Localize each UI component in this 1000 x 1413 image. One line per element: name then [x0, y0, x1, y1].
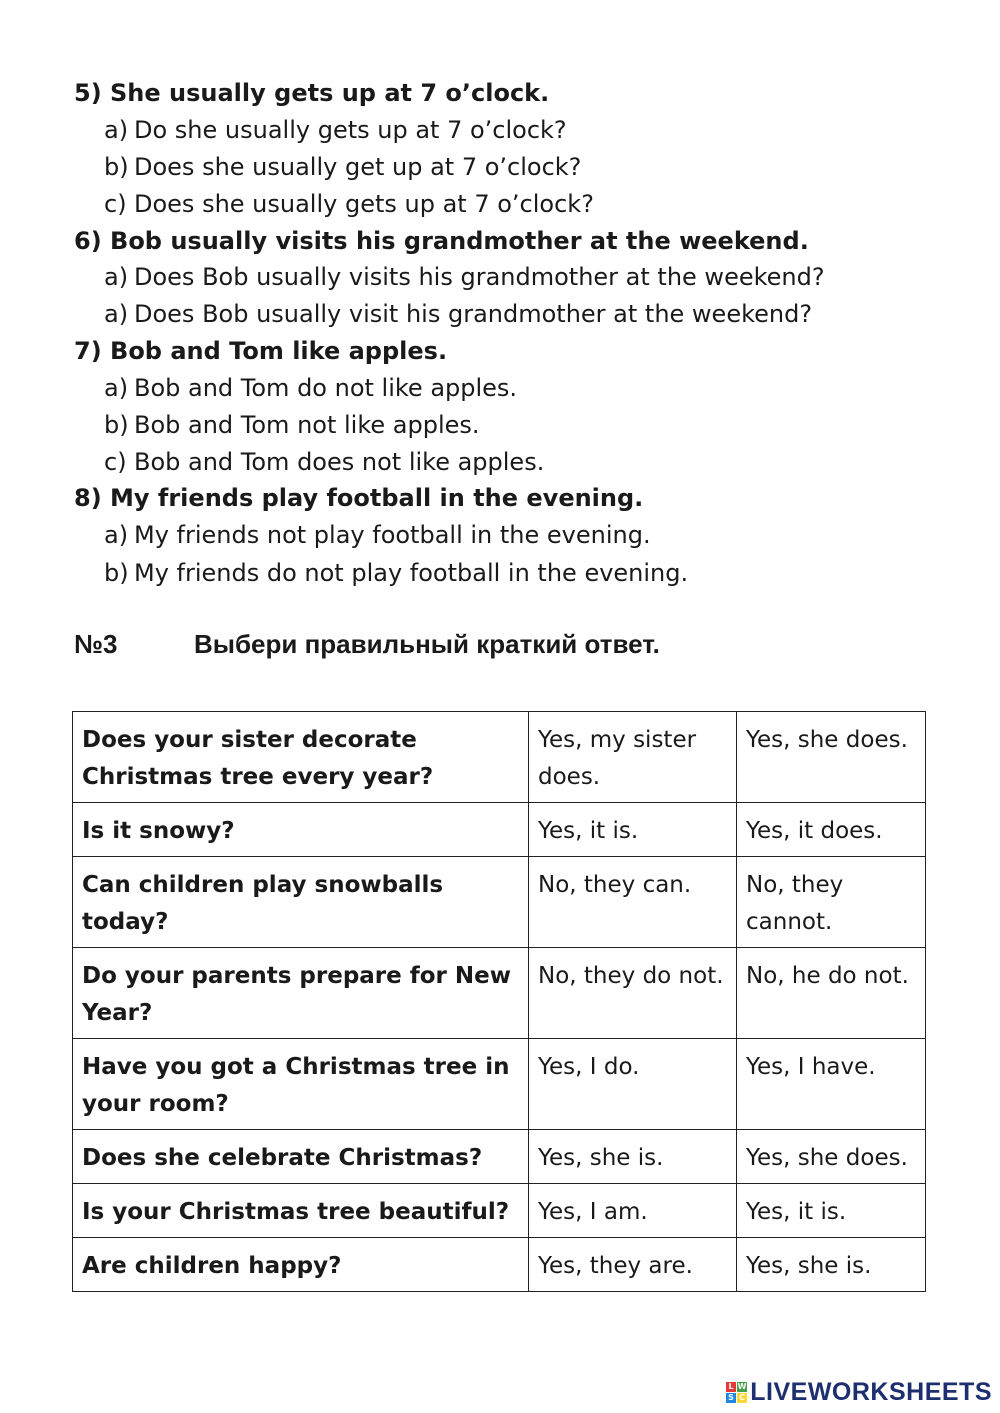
option-text: Does Bob usually visit his grandmother at the weekend? [134, 300, 813, 328]
answer-option-2[interactable]: Yes, she does. [737, 1130, 926, 1184]
liveworksheets-logo-icon [726, 1382, 747, 1403]
answer-option-1[interactable]: No, they can. [529, 857, 737, 948]
table-row [73, 857, 926, 948]
answer-option-2[interactable]: Yes, it is. [737, 1184, 926, 1238]
logo-mark-cell: C [739, 1393, 746, 1402]
table-row [73, 712, 926, 803]
question-cell: Is your Christmas tree beautiful? [73, 1184, 529, 1238]
question-6-option-a[interactable] [104, 262, 825, 292]
exercise-3-heading [74, 628, 660, 660]
question-8-option-b[interactable] [104, 558, 688, 588]
table-row [73, 1039, 926, 1130]
question-7-option-c[interactable] [104, 447, 544, 477]
answer-option-2[interactable]: Yes, she does. [737, 712, 926, 803]
table-row [73, 1130, 926, 1184]
question-cell: Is it snowy? [73, 803, 529, 857]
answer-option-2[interactable]: No, he do not. [737, 948, 926, 1039]
option-letter: a) [104, 263, 129, 291]
option-letter: a) [104, 116, 129, 144]
option-text: My friends not play football in the evening. [134, 521, 651, 549]
option-letter: a) [104, 374, 129, 402]
question-7-option-b[interactable] [104, 410, 480, 440]
option-text: Does she usually gets up at 7 o’clock? [134, 190, 594, 218]
table-row [73, 1238, 926, 1292]
answer-option-1[interactable]: Yes, I am. [529, 1184, 737, 1238]
answer-option-1[interactable]: Yes, it is. [529, 803, 737, 857]
question-cell: Do your parents prepare for New Year? [73, 948, 529, 1039]
option-letter: a) [104, 521, 129, 549]
option-text: Bob and Tom does not like apples. [134, 448, 545, 476]
question-6-option-a-2[interactable] [104, 299, 812, 329]
logo-mark-cell: L [726, 1382, 736, 1392]
question-cell: Does she celebrate Christmas? [73, 1130, 529, 1184]
table-row [73, 948, 926, 1039]
option-letter: c) [104, 190, 127, 218]
answer-option-2[interactable]: Yes, she is. [737, 1238, 926, 1292]
table-row [73, 803, 926, 857]
option-text: Do she usually gets up at 7 o’clock? [134, 116, 567, 144]
option-text: Does she usually get up at 7 o’clock? [134, 153, 582, 181]
logo-mark-cell: S [728, 1393, 735, 1402]
answer-option-2[interactable]: No, they cannot. [737, 857, 926, 948]
liveworksheets-logo[interactable] [726, 1378, 992, 1407]
logo-text: LIVEWORKSHEETS [750, 1378, 992, 1406]
answer-option-1[interactable]: No, they do not. [529, 948, 737, 1039]
answer-option-1[interactable]: Yes, I do. [529, 1039, 737, 1130]
option-text: Bob and Tom do not like apples. [134, 374, 518, 402]
question-cell: Can children play snowballs today? [73, 857, 529, 948]
question-5-option-b[interactable] [104, 152, 581, 182]
short-answer-table [72, 711, 926, 1292]
question-7-prompt: 7) Bob and Tom like apples. [74, 337, 448, 365]
question-8-prompt: 8) My friends play football in the evening. [74, 484, 644, 512]
answer-option-2[interactable]: Yes, I have. [737, 1039, 926, 1130]
option-text: Bob and Tom not like apples. [134, 411, 480, 439]
option-text: Does Bob usually visits his grandmother at the weekend? [134, 263, 825, 291]
question-8-option-a[interactable] [104, 520, 651, 550]
question-cell: Does your sister decorate Christmas tree every year? [73, 712, 529, 803]
option-letter: b) [104, 559, 129, 587]
answer-option-1[interactable]: Yes, my sister does. [529, 712, 737, 803]
exercise-instruction: Выбери правильный краткий ответ. [194, 629, 660, 659]
logo-mark-cell: W [737, 1382, 747, 1391]
option-letter: b) [104, 411, 129, 439]
option-letter: b) [104, 153, 129, 181]
answer-option-1[interactable]: Yes, they are. [529, 1238, 737, 1292]
option-text: My friends do not play football in the evening. [134, 559, 689, 587]
exercise-number: №3 [74, 629, 118, 659]
question-6-prompt: 6) Bob usually visits his grandmother at the weekend. [74, 227, 809, 255]
question-cell: Are children happy? [73, 1238, 529, 1292]
question-7-option-a[interactable] [104, 373, 517, 403]
question-5-option-a[interactable] [104, 115, 567, 145]
answer-option-1[interactable]: Yes, she is. [529, 1130, 737, 1184]
answer-option-2[interactable]: Yes, it does. [737, 803, 926, 857]
option-letter: a) [104, 300, 129, 328]
question-5-prompt: 5) She usually gets up at 7 o’clock. [74, 79, 550, 107]
question-5-option-c[interactable] [104, 189, 594, 219]
table-row [73, 1184, 926, 1238]
option-letter: c) [104, 448, 127, 476]
question-cell: Have you got a Christmas tree in your room? [73, 1039, 529, 1130]
